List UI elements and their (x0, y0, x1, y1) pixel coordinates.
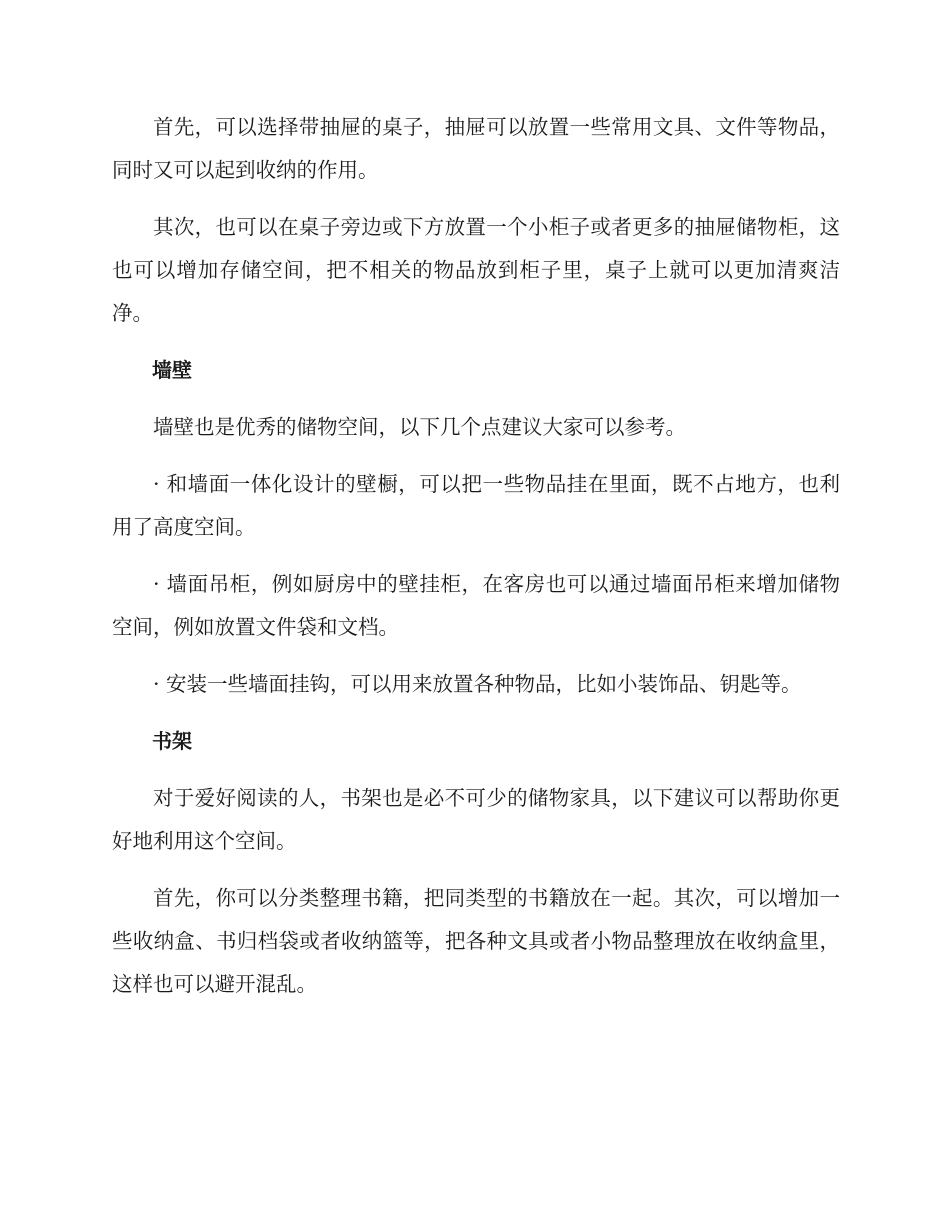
paragraph-bookshelf-intro: 对于爱好阅读的人，书架也是必不可少的储物家具，以下建议可以帮助你更好地利用这个空间。 (112, 786, 840, 853)
paragraph-bookshelf-tips: 首先，你可以分类整理书籍，把同类型的书籍放在一起。其次，可以增加一些收纳盒、书归档袋或者收纳篮等，把各种文具或者小物品整理放在收纳盒里，这样也可以避开混乱。 (112, 886, 840, 996)
paragraph-wall-intro: 墙壁也是优秀的储物空间，以下几个点建议大家可以参考。 (153, 415, 686, 439)
bullet-wall-cabinet: · 墙面吊柜，例如厨房中的壁挂柜，在客房也可以通过墙面吊柜来增加储物空间，例如放置文件袋和文档。 (112, 572, 840, 639)
bullet-built-in-closet: · 和墙面一体化设计的壁橱，可以把一些物品挂在里面，既不占地方，也利用了高度空间。 (112, 472, 840, 539)
section-heading-bookshelf: 书架 (152, 729, 192, 753)
section-heading-wall: 墙壁 (152, 358, 192, 382)
paragraph-desk-drawer: 首先，可以选择带抽屉的桌子，抽屉可以放置一些常用文具、文件等物品，同时又可以起到收纳的作用。 (112, 115, 840, 182)
bullet-wall-hooks: · 安装一些墙面挂钩，可以用来放置各种物品，比如小装饰品、钥匙等。 (153, 672, 802, 696)
paragraph-side-cabinet: 其次，也可以在桌子旁边或下方放置一个小柜子或者更多的抽屉储物柜，这也可以增加存储空间，把不相关的物品放到柜子里，桌子上就可以更加清爽洁净。 (112, 215, 840, 325)
document-body (112, 106, 840, 1020)
